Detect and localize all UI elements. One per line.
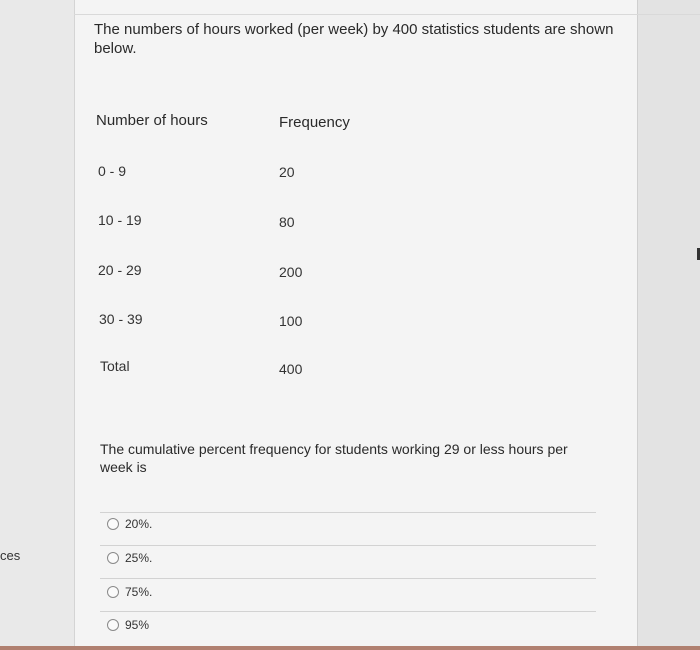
row-frequency: 80 <box>279 214 295 230</box>
row-frequency: 100 <box>279 313 303 329</box>
question-panel <box>74 0 638 650</box>
question-text: The numbers of hours worked (per week) by 400 statistics students are shown below. <box>94 21 614 57</box>
answer-option-95[interactable] <box>107 616 149 634</box>
right-margin <box>638 0 700 650</box>
row-total-frequency: 400 <box>279 361 303 377</box>
row-frequency: 200 <box>279 264 303 280</box>
radio-button-icon[interactable] <box>107 518 119 530</box>
question-prompt: The cumulative percent frequency for students working 29 or less hours per week is <box>100 441 568 475</box>
option-divider <box>100 512 596 513</box>
row-frequency: 20 <box>279 164 295 180</box>
row-hours: 30 - 39 <box>99 311 143 327</box>
option-label: 20%. <box>125 517 153 531</box>
row-hours: 20 - 29 <box>98 262 142 278</box>
option-divider <box>100 611 596 612</box>
header-number-of-hours: Number of hours <box>96 112 208 129</box>
option-divider <box>100 545 596 546</box>
row-hours: 0 - 9 <box>98 163 127 179</box>
header-frequency: Frequency <box>279 114 350 131</box>
option-divider <box>100 578 596 579</box>
row-total-label: Total <box>100 358 130 374</box>
option-label: 95% <box>125 618 150 632</box>
option-label: 25%. <box>125 551 153 565</box>
answer-option-20[interactable] <box>107 515 152 533</box>
bottom-edge <box>0 646 700 650</box>
radio-button-icon[interactable] <box>107 619 119 631</box>
answer-option-75[interactable] <box>107 583 152 601</box>
top-divider <box>74 14 700 15</box>
radio-button-icon[interactable] <box>107 552 119 564</box>
option-label: 75%. <box>125 585 153 599</box>
radio-button-icon[interactable] <box>107 586 119 598</box>
side-nav-label[interactable]: ces <box>0 548 21 563</box>
row-hours: 10 - 19 <box>98 212 142 228</box>
answer-option-25[interactable] <box>107 549 152 567</box>
